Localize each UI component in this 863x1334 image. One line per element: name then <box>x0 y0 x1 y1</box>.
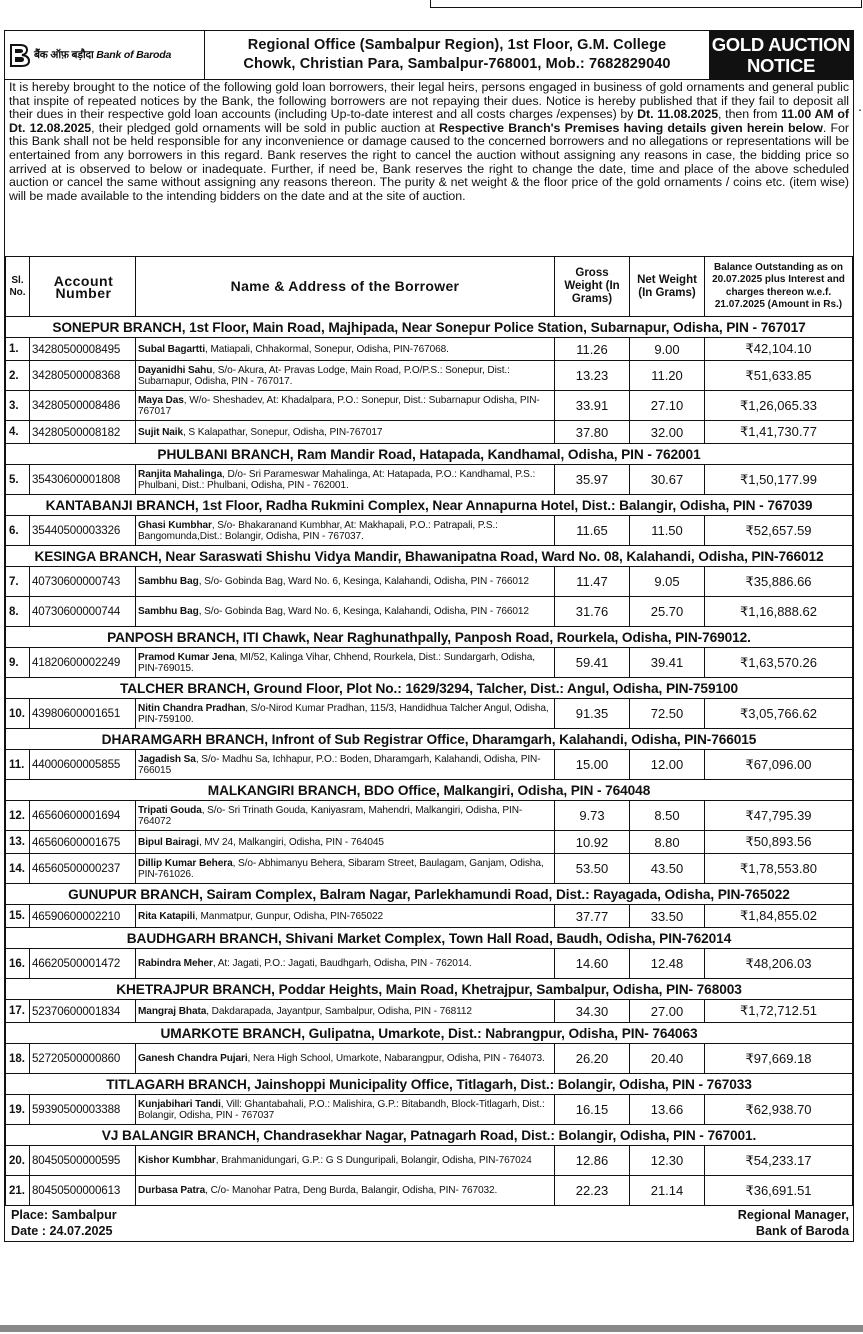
row-balance: ₹67,096.00 <box>705 750 853 780</box>
notice-body: It is hereby brought to the notice of the following gold loan borrowers, their legal heirs, persons engaged in business of gold ornaments and general public that inspite of repeated notices by the Bank, the following borrowers are not repaying their dues. Notice is hereby published that if they fail to deposit all their dues in their respective gold loan accounts (including Up-to-date interest and all costs charges /expenses) by Dt. 11.08.2025, then from 11.00 AM of Dt. 12.08.2025, their pledged gold ornaments will be sold in public auction at Respective Branch's Premises having details given herein below. For this Bank shall not be held responsible for any inconvenience or damage caused to the concerned borrowers and no allegations or representations will be entertained from any borrowers in this regard. Bank reserves the right to cancel the auction without assigning any reasons in case, the bidding price so arrived at is observed to below or inadequate. Further, if need be, Bank reserves the right to change the date, time and place of the above scheduled auction or cancel the same without assigning any reasons thereon. The purity & net weight & the floor price of the gold ornaments / coins etc. (item wise) will be made available to the intending bidders on the date and at the site of auction. <box>9 80 849 203</box>
borrower-name: Rita Katapili <box>138 910 196 922</box>
row-borrower <box>136 465 555 495</box>
row-borrower <box>136 338 555 361</box>
row-borrower <box>136 1095 555 1125</box>
row-gross-weight: 11.65 <box>555 516 630 546</box>
row-borrower <box>136 1176 555 1206</box>
branch-header-row <box>6 678 853 699</box>
row-account: 34280500008368 <box>30 361 136 391</box>
row-gross-weight: 14.60 <box>555 949 630 979</box>
borrower-address: , S/o- Abhimanyu Behera, Sibaram Street, Baulagam, Ganjam, Odisha, PIN-761026. <box>138 857 544 880</box>
branch-name: TALCHER BRANCH, Ground Floor, Plot No.: 1629/3294, Talcher, Dist.: Angul, Odisha, PIN-759100 <box>6 678 853 699</box>
borrower-address: , Matiapali, Chhakormal, Sonepur, Odisha, PIN-767068. <box>205 343 449 355</box>
row-gross-weight: 15.00 <box>555 750 630 780</box>
borrower-name: Kunjabihari Tandi <box>138 1098 221 1110</box>
branch-header-row <box>6 627 853 648</box>
row-net-weight: 72.50 <box>630 699 705 729</box>
row-balance: ₹52,657.59 <box>705 516 853 546</box>
row-balance: ₹36,691.51 <box>705 1176 853 1206</box>
row-account: 34280500008486 <box>30 391 136 421</box>
row-gross-weight: 37.77 <box>555 905 630 928</box>
borrower-address: , S/o- Madhu Sa, Ichhapur, P.O.: Boden, Dharamgarh, Kalahandi, Odisha, PIN-766015 <box>138 753 541 776</box>
notice-footer <box>5 1206 853 1241</box>
row-gross-weight: 26.20 <box>555 1044 630 1074</box>
row-balance: ₹97,669.18 <box>705 1044 853 1074</box>
row-sl: 13. <box>6 831 30 854</box>
row-gross-weight: 12.86 <box>555 1146 630 1176</box>
branch-header-row <box>6 729 853 750</box>
bottom-rule <box>0 1325 863 1332</box>
row-sl: 14. <box>6 854 30 884</box>
branch-header-row <box>6 495 853 516</box>
branch-header-row <box>6 1023 853 1044</box>
borrower-address: , S Kalapathar, Sonepur, Odisha, PIN-767017 <box>183 426 383 438</box>
row-net-weight: 9.00 <box>630 338 705 361</box>
row-account: 46590600002210 <box>30 905 136 928</box>
borrower-name: Ganesh Chandra Pujari <box>138 1053 248 1064</box>
row-net-weight: 27.10 <box>630 391 705 421</box>
row-account: 80450500000595 <box>30 1146 136 1176</box>
table-row <box>6 421 853 444</box>
row-gross-weight: 53.50 <box>555 854 630 884</box>
row-sl: 18. <box>6 1044 30 1074</box>
branch-name: KHETRAJPUR BRANCH, Poddar Heights, Main Road, Khetrajpur, Sambalpur, Odisha, PIN- 768003 <box>6 979 853 1000</box>
borrower-name: Durbasa Patra <box>138 1185 206 1196</box>
col-net-weight: Net Weight (In Grams) <box>630 257 705 317</box>
row-balance: ₹42,104.10 <box>705 338 853 361</box>
row-sl: 1. <box>6 338 30 361</box>
row-sl: 8. <box>6 597 30 627</box>
col-sl: Sl. No. <box>6 257 30 317</box>
table-row <box>6 1000 853 1023</box>
row-account: 46560500000237 <box>30 854 136 884</box>
table-header-row <box>6 257 853 317</box>
branch-name: VJ BALANGIR BRANCH, Chandrasekhar Nagar, Patnagarh Road, Dist.: Bolangir, Odisha, PIN - 767001. <box>6 1125 853 1146</box>
branch-header-row <box>6 1125 853 1146</box>
row-borrower <box>136 801 555 831</box>
row-sl: 19. <box>6 1095 30 1125</box>
row-sl: 17. <box>6 1000 30 1023</box>
row-account: 46620500001472 <box>30 949 136 979</box>
row-net-weight: 11.20 <box>630 361 705 391</box>
row-sl: 6. <box>6 516 30 546</box>
row-net-weight: 39.41 <box>630 648 705 678</box>
branch-name: PANPOSH BRANCH, ITI Chawk, Near Raghunathpally, Panposh Road, Rourkela, Odisha, PIN-769012. <box>6 627 853 648</box>
table-row <box>6 699 853 729</box>
row-balance: ₹1,84,855.02 <box>705 905 853 928</box>
row-balance: ₹51,633.85 <box>705 361 853 391</box>
branch-name: DHARAMGARH BRANCH, Infront of Sub Registrar Office, Dharamgarh, Kalahandi, Odisha, PIN-766015 <box>6 729 853 750</box>
row-balance: ₹48,206.03 <box>705 949 853 979</box>
borrower-name: Pramod Kumar Jena <box>138 651 235 663</box>
branch-header-row <box>6 1074 853 1095</box>
row-net-weight: 32.00 <box>630 421 705 444</box>
borrower-name: Sujit Naik <box>138 426 183 438</box>
branch-name: SONEPUR BRANCH, 1st Floor, Main Road, Majhipada, Near Sonepur Police Station, Subarnapur, Odisha, PIN - 767017 <box>6 317 853 338</box>
row-net-weight: 12.48 <box>630 949 705 979</box>
borrower-address: , S/o- Gobinda Bag, Ward No. 6, Kesinga, Kalahandi, Odisha, PIN - 766012 <box>198 576 529 587</box>
row-gross-weight: 11.26 <box>555 338 630 361</box>
row-account: 43980600001651 <box>30 699 136 729</box>
row-account: 46560600001694 <box>30 801 136 831</box>
row-net-weight: 43.50 <box>630 854 705 884</box>
branch-name: KANTABANJI BRANCH, 1st Floor, Radha Rukmini Complex, Near Annapurna Hotel, Dist.: Balangir, Odisha, PIN - 767039 <box>6 495 853 516</box>
row-account: 80450500000613 <box>30 1176 136 1206</box>
borrower-name: Ghasi Kumbhar <box>138 519 212 531</box>
row-borrower <box>136 391 555 421</box>
branch-header-row <box>6 444 853 465</box>
row-sl: 3. <box>6 391 30 421</box>
borrower-address: , S/o- Akura, At- Pravas Lodge, Main Road, P.O/P.S.: Sonepur, Dist.: Subarnapur, Odisha, PIN - 767017. <box>138 364 510 387</box>
borrower-address: , Brahmanidungari, G.P.: G S Dunguripali, Bolangir, Odisha, PIN-767024 <box>215 1155 532 1166</box>
table-row <box>6 567 853 597</box>
row-account: 40730600000744 <box>30 597 136 627</box>
borrower-address: , Vill: Ghantabahali, P.O.: Malishira, G.P.: Bitabandh, Block-Titlagarh, Dist.: Bolangir, Odisha, PIN - 767037 <box>138 1098 545 1121</box>
borrower-address: , Manmatpur, Gunpur, Odisha, PIN-765022 <box>195 910 384 922</box>
table-row <box>6 1176 853 1206</box>
branch-header-row <box>6 884 853 905</box>
borrower-name: Nitin Chandra Pradhan <box>138 702 246 714</box>
row-sl: 21. <box>6 1176 30 1206</box>
table-row <box>6 516 853 546</box>
row-gross-weight: 31.76 <box>555 597 630 627</box>
row-borrower <box>136 905 555 928</box>
row-sl: 4. <box>6 421 30 444</box>
row-gross-weight: 9.73 <box>555 801 630 831</box>
row-balance: ₹62,938.70 <box>705 1095 853 1125</box>
table-row <box>6 597 853 627</box>
row-net-weight: 13.66 <box>630 1095 705 1125</box>
row-sl: 2. <box>6 361 30 391</box>
row-balance: ₹50,893.56 <box>705 831 853 854</box>
row-net-weight: 8.50 <box>630 801 705 831</box>
table-row <box>6 949 853 979</box>
branch-name: UMARKOTE BRANCH, Gulipatna, Umarkote, Dist.: Nabrangpur, Odisha, PIN- 764063 <box>6 1023 853 1044</box>
row-balance: ₹35,886.66 <box>705 567 853 597</box>
row-borrower <box>136 1044 555 1074</box>
row-gross-weight: 16.15 <box>555 1095 630 1125</box>
row-balance: ₹1,16,888.62 <box>705 597 853 627</box>
borrowers-table <box>5 256 853 1206</box>
row-net-weight: 8.80 <box>630 831 705 854</box>
borrower-name: Tripati Gouda <box>138 804 202 816</box>
row-net-weight: 30.67 <box>630 465 705 495</box>
branch-name: BAUDHGARH BRANCH, Shivani Market Complex, Town Hall Road, Baudh, Odisha, PIN-762014 <box>6 928 853 949</box>
row-gross-weight: 59.41 <box>555 648 630 678</box>
borrower-address: , D/o- Sri Parameswar Mahalinga, At: Hatapada, P.O.: Kandhamal, P.S.: Phulbani, Dist.: Phulbani, Odisha, PIN - 762001. <box>138 468 536 491</box>
bank-of-baroda-logo-icon <box>9 43 31 67</box>
col-name: Name & Address of the Borrower <box>136 257 555 317</box>
row-sl: 12. <box>6 801 30 831</box>
branch-header-row <box>6 317 853 338</box>
row-sl: 5. <box>6 465 30 495</box>
table-row <box>6 801 853 831</box>
row-borrower <box>136 1000 555 1023</box>
borrower-address: , Nera High School, Umarkote, Nabarangpur, Odisha, PIN - 764073. <box>247 1053 545 1064</box>
row-gross-weight: 22.23 <box>555 1176 630 1206</box>
borrower-address: , Dakdarapada, Jayantpur, Sambalpur, Odisha, PIN - 768112 <box>206 1005 472 1017</box>
row-gross-weight: 13.23 <box>555 361 630 391</box>
branch-name: MALKANGIRI BRANCH, BDO Office, Malkangiri, Odisha, PIN - 764048 <box>6 780 853 801</box>
borrower-name: Dayanidhi Sahu <box>138 364 213 376</box>
borrower-address: , S/o-Nirod Kumar Pradhan, 115/3, Handidhua Talcher Angul, Odisha, PIN-759100. <box>138 702 549 725</box>
borrower-name: Dillip Kumar Behera <box>138 857 233 869</box>
borrower-name: Subal Bagartti <box>138 343 206 355</box>
row-account: 35440500003326 <box>30 516 136 546</box>
branch-header-row <box>6 979 853 1000</box>
row-sl: 10. <box>6 699 30 729</box>
borrower-name: Maya Das <box>138 394 184 406</box>
row-borrower <box>136 831 555 854</box>
row-sl: 16. <box>6 949 30 979</box>
table-row <box>6 831 853 854</box>
row-net-weight: 20.40 <box>630 1044 705 1074</box>
borrower-name: Jagadish Sa <box>138 753 196 765</box>
borrower-address: , S/o- Gobinda Bag, Ward No. 6, Kesinga, Kalahandi, Odisha, PIN - 766012 <box>198 606 529 617</box>
table-row <box>6 905 853 928</box>
branch-name: PHULBANI BRANCH, Ram Mandir Road, Hatapada, Kandhamal, Odisha, PIN - 762001 <box>6 444 853 465</box>
row-account: 52720500000860 <box>30 1044 136 1074</box>
row-borrower <box>136 361 555 391</box>
row-borrower <box>136 516 555 546</box>
table-row <box>6 338 853 361</box>
row-borrower <box>136 597 555 627</box>
gold-auction-notice <box>4 30 854 1242</box>
bank-logo <box>5 31 205 79</box>
table-row <box>6 854 853 884</box>
row-sl: 9. <box>6 648 30 678</box>
row-account: 34280500008182 <box>30 421 136 444</box>
borrower-address: , W/o- Sheshadev, At: Khadalpara, P.O.: Sonepur, Dist.: Subarnapur Odisha, PIN-767017 <box>138 394 540 417</box>
table-row <box>6 391 853 421</box>
row-sl: 11. <box>6 750 30 780</box>
row-balance: ₹54,233.17 <box>705 1146 853 1176</box>
col-balance: Balance Outstanding as on 20.07.2025 plus Interest and charges thereon w.e.f. 21.07.2025 (Amount in Rs.) <box>705 257 853 317</box>
borrower-name: Ranjita Mahalinga <box>138 468 223 480</box>
table-body <box>6 317 853 1206</box>
row-balance: ₹1,78,553.80 <box>705 854 853 884</box>
table-row <box>6 465 853 495</box>
row-net-weight: 33.50 <box>630 905 705 928</box>
notice-header <box>5 31 853 80</box>
row-net-weight: 25.70 <box>630 597 705 627</box>
row-borrower <box>136 567 555 597</box>
row-gross-weight: 34.30 <box>555 1000 630 1023</box>
borrower-name: Mangraj Bhata <box>138 1005 207 1017</box>
borrower-name: Bipul Bairagi <box>138 836 199 848</box>
row-gross-weight: 35.97 <box>555 465 630 495</box>
row-account: 34280500008495 <box>30 338 136 361</box>
row-balance: ₹1,26,065.33 <box>705 391 853 421</box>
table-row <box>6 750 853 780</box>
borrower-name: Sambhu Bag <box>138 576 199 587</box>
col-gross-weight: Gross Weight (In Grams) <box>555 257 630 317</box>
row-account: 46560600001675 <box>30 831 136 854</box>
row-account: 40730600000743 <box>30 567 136 597</box>
borrower-address: , MV 24, Malkangiri, Odisha, PIN - 764045 <box>198 836 384 848</box>
table-row <box>6 1044 853 1074</box>
table-row <box>6 361 853 391</box>
edge-mark: . <box>858 98 862 114</box>
table-row <box>6 1095 853 1125</box>
row-sl: 15. <box>6 905 30 928</box>
row-borrower <box>136 949 555 979</box>
row-account: 35430600001808 <box>30 465 136 495</box>
row-sl: 7. <box>6 567 30 597</box>
row-borrower <box>136 699 555 729</box>
row-gross-weight: 91.35 <box>555 699 630 729</box>
row-gross-weight: 10.92 <box>555 831 630 854</box>
row-sl: 20. <box>6 1146 30 1176</box>
row-balance: ₹1,72,712.51 <box>705 1000 853 1023</box>
signatory: Regional Manager, Bank of Baroda <box>737 1208 849 1238</box>
row-balance: ₹3,05,766.62 <box>705 699 853 729</box>
branch-name: TITLAGARH BRANCH, Jainshoppi Municipality Office, Titlagarh, Dist.: Bolangir, Odisha, PIN - 767033 <box>6 1074 853 1095</box>
branch-header-row <box>6 780 853 801</box>
row-net-weight: 12.00 <box>630 750 705 780</box>
place-date: Place: Sambalpur Date : 24.07.2025 <box>11 1208 117 1238</box>
row-borrower <box>136 854 555 884</box>
bank-name: बैंक ऑफ़ बड़ौदा Bank of Baroda <box>34 49 172 61</box>
row-account: 59390500003388 <box>30 1095 136 1125</box>
borrower-name: Rabindra Meher <box>138 958 213 969</box>
row-account: 44000600005855 <box>30 750 136 780</box>
row-balance: ₹1,50,177.99 <box>705 465 853 495</box>
branch-name: KESINGA BRANCH, Near Saraswati Shishu Vidya Mandir, Bhawanipatna Road, Ward No. 08, Kalahandi, Odisha, PIN-766012 <box>6 546 853 567</box>
branch-name: GUNUPUR BRANCH, Sairam Complex, Balram Nagar, Parlekhamundi Road, Dist.: Rayagada, Odisha, PIN-765022 <box>6 884 853 905</box>
row-gross-weight: 33.91 <box>555 391 630 421</box>
top-frame-edge <box>430 0 862 8</box>
row-gross-weight: 11.47 <box>555 567 630 597</box>
regional-office-address: Regional Office (Sambalpur Region), 1st Floor, G.M. College Chowk, Christian Para, Sambalpur-768001, Mob.: 7682829040 <box>243 37 671 72</box>
table-row <box>6 1146 853 1176</box>
branch-header-row <box>6 928 853 949</box>
row-net-weight: 21.14 <box>630 1176 705 1206</box>
gold-auction-notice-title: GOLD AUCTION NOTICE <box>709 31 853 79</box>
borrower-address: , S/o- Sri Trinath Gouda, Kaniyasram, Mahendri, Malkangiri, Odisha, PIN-764072 <box>138 804 523 827</box>
row-net-weight: 11.50 <box>630 516 705 546</box>
borrower-address: , At: Jagati, P.O.: Jagati, Baudhgarh, Odisha, PIN - 762014. <box>212 958 472 969</box>
row-borrower <box>136 1146 555 1176</box>
row-borrower <box>136 648 555 678</box>
row-net-weight: 12.30 <box>630 1146 705 1176</box>
row-balance: ₹47,795.39 <box>705 801 853 831</box>
borrower-name: Sambhu Bag <box>138 606 199 617</box>
row-net-weight: 27.00 <box>630 1000 705 1023</box>
row-borrower <box>136 750 555 780</box>
row-borrower <box>136 421 555 444</box>
borrower-address: , MI/52, Kalinga Vihar, Chhend, Rourkela, Dist.: Sundargarh, Odisha, PIN-769015. <box>138 651 535 674</box>
row-balance: ₹1,63,570.26 <box>705 648 853 678</box>
branch-header-row <box>6 546 853 567</box>
borrower-name: Kishor Kumbhar <box>138 1155 216 1166</box>
table-row <box>6 648 853 678</box>
row-account: 41820600002249 <box>30 648 136 678</box>
col-account: Account Number <box>30 257 136 317</box>
row-gross-weight: 37.80 <box>555 421 630 444</box>
row-net-weight: 9.05 <box>630 567 705 597</box>
borrower-address: , C/o- Manohar Patra, Deng Burda, Balangir, Odisha, PIN- 767032. <box>205 1185 498 1196</box>
borrower-address: , S/o- Bhakaranand Kumbhar, At: Makhapali, P.O.: Patrapali, P.S.: Bangomunda,Dist.: Bolangir, Odisha, PIN - 767037. <box>138 519 498 542</box>
row-account: 52370600001834 <box>30 1000 136 1023</box>
row-balance: ₹1,41,730.77 <box>705 421 853 444</box>
